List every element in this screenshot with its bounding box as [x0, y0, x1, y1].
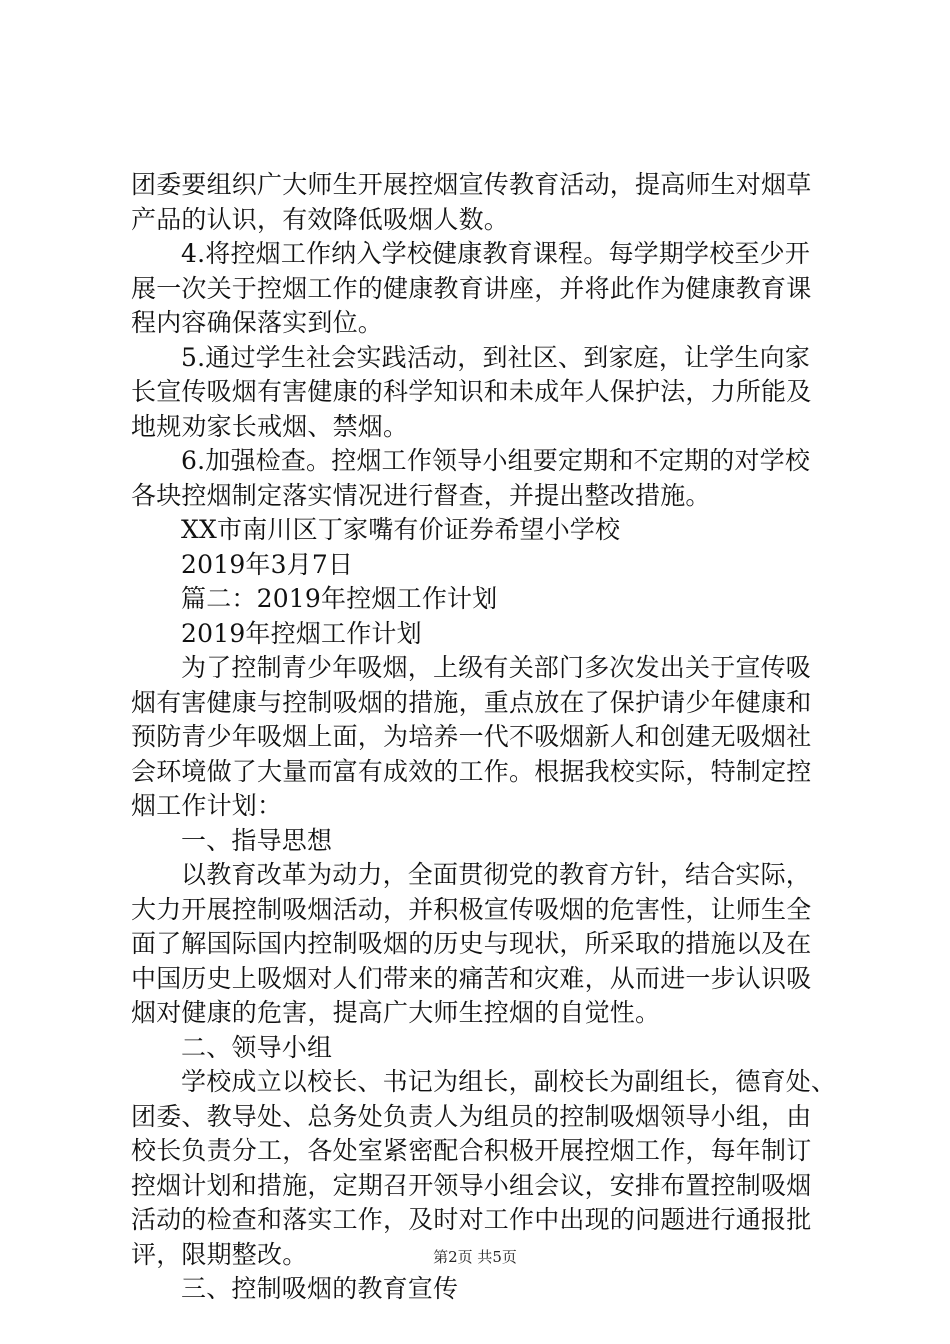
text-line: 地规劝家长戒烟、禁烟。: [131, 411, 409, 441]
text-line: 5.通过学生社会实践活动，到社区、到家庭，让学生向家: [181, 342, 811, 372]
text-line: 中国历史上吸烟对人们带来的痛苦和灾难，从而进一步认识吸: [131, 963, 812, 993]
text-line: 团委、教导处、总务处负责人为组员的控制吸烟领导小组，由: [131, 1101, 812, 1131]
school-name: XX市南川区丁家嘴有价证券希望小学校: [181, 515, 621, 544]
text-line: 烟对健康的危害，提高广大师生控烟的自觉性。: [131, 998, 661, 1027]
text-line: 烟有害健康与控制吸烟的措施，重点放在了保护请少年健康和: [131, 687, 812, 717]
date-line: 2019年3月7日: [181, 549, 354, 579]
page-footer: 第2页 共5页: [433, 1248, 517, 1266]
text-line: 评，限期整改。: [131, 1239, 308, 1269]
text-line: 活动的检查和落实工作，及时对工作中出现的问题进行通报批: [131, 1205, 812, 1234]
text-line: 产品的认识，有效降低吸烟人数。: [131, 204, 510, 234]
text-line: 为了控制青少年吸烟，上级有关部门多次发出关于宣传吸: [181, 653, 812, 682]
text-line: 烟工作计划：: [131, 791, 283, 820]
section-heading: 二、领导小组: [181, 1032, 333, 1062]
section-heading: 三、控制吸烟的教育宣传: [181, 1274, 459, 1303]
document-body: [131, 168, 837, 1307]
plan-title: 2019年控烟工作计划: [181, 618, 422, 648]
text-line: 4.将控烟工作纳入学校健康教育课程。每学期学校至少开: [181, 239, 811, 268]
text-line: 程内容确保落实到位。: [131, 308, 384, 337]
text-line: 团委要组织广大师生开展控烟宣传教育活动，提高师生对烟草: [131, 170, 812, 199]
text-line: 预防青少年吸烟上面，为培养一代不吸烟新人和创建无吸烟社: [131, 722, 812, 751]
text-line: 各块控烟制定落实情况进行督查，并提出整改措施。: [131, 480, 711, 510]
section-heading: 篇二：2019年控烟工作计划: [181, 584, 498, 613]
section-heading: 一、指导思想: [181, 825, 333, 855]
text-line: 会环境做了大量而富有成效的工作。根据我校实际，特制定控: [131, 756, 812, 786]
text-line: 大力开展控制吸烟活动，并积极宣传吸烟的危害性，让师生全: [131, 894, 812, 924]
text-line: 展一次关于控烟工作的健康教育讲座，并将此作为健康教育课: [131, 273, 812, 303]
text-line: 6.加强检查。控烟工作领导小组要定期和不定期的对学校: [181, 446, 811, 475]
text-line: 长宣传吸烟有害健康的科学知识和未成年人保护法，力所能及: [131, 377, 812, 406]
text-line: 面了解国际国内控制吸烟的历史与现状，所采取的措施以及在: [131, 929, 812, 958]
text-line: 校长负责分工，各处室紧密配合积极开展控烟工作，每年制订: [131, 1136, 812, 1165]
text-line: 学校成立以校长、书记为组长，副校长为副组长，德育处、: [181, 1067, 837, 1096]
text-line: 以教育改革为动力，全面贯彻党的教育方针，结合实际，: [181, 860, 812, 889]
text-line: 控烟计划和措施，定期召开领导小组会议，安排布置控制吸烟: [131, 1170, 812, 1200]
